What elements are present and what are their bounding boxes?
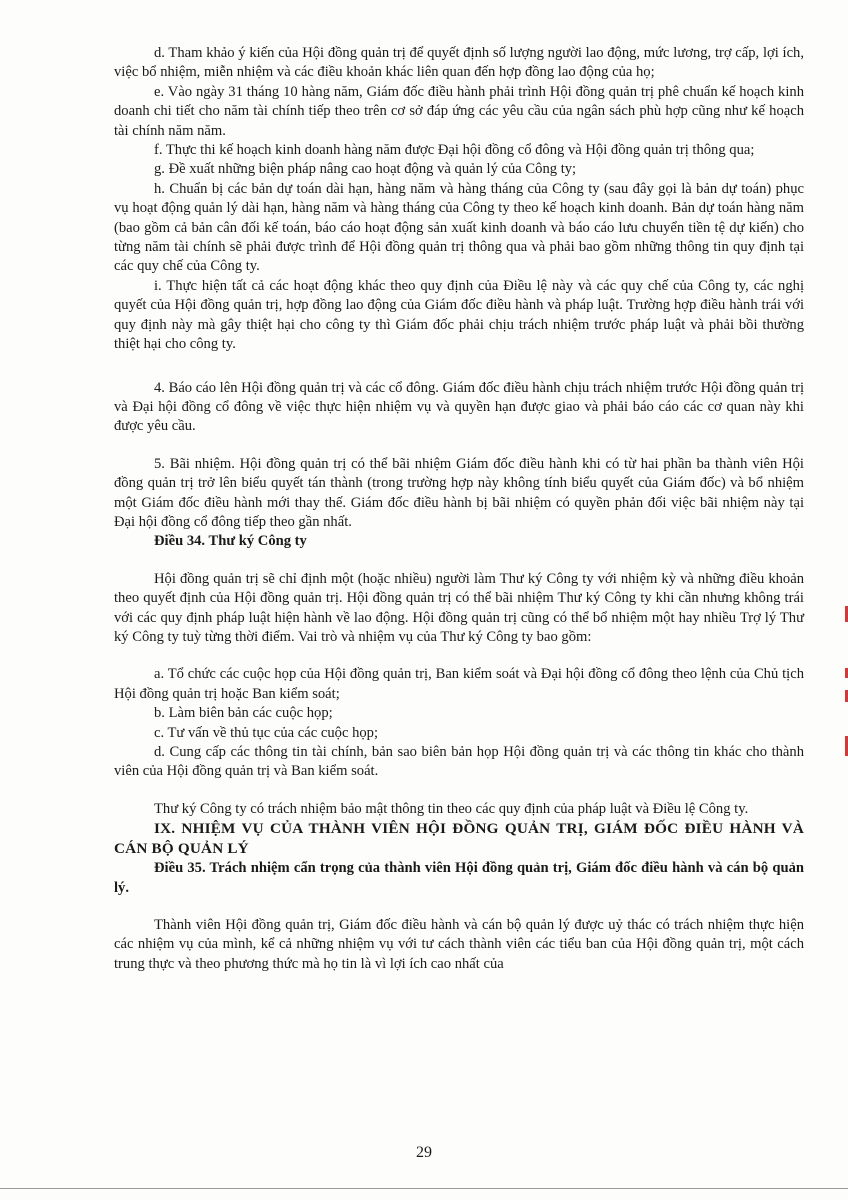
item-d: d. Tham khảo ý kiến của Hội đồng quản trị để quyết định số lượng người lao động, mức lương, trợ cấp, lợi ích, việc bổ nhiệm, miễn nhiệm và các điều khoản khác liên quan đến hợp đồng lao động của họ;	[114, 45, 804, 81]
article-34-item-a: a. Tổ chức các cuộc họp của Hội đồng quản trị, Ban kiểm soát và Đại hội đồng cổ đông theo lệnh của Chủ tịch Hội đồng quản trị hoặc Ban kiểm soát;	[114, 666, 804, 702]
item-g: g. Đề xuất những biện pháp nâng cao hoạt động và quản lý của Công ty;	[154, 161, 577, 178]
article-34-title: Điều 34. Thư ký Công ty	[154, 533, 307, 550]
article-34-intro: Hội đồng quản trị sẽ chỉ định một (hoặc nhiều) người làm Thư ký Công ty với nhiệm kỳ và những điều khoản theo quyết định của Hội đồng quản trị. Hội đồng quản trị có thể bãi nhiệm Thư ký Công ty khi cần nhưng không trái với các quy định pháp luật hiện hành về lao động. Hội đồng quản trị cũng có thể bổ nhiệm một hay nhiều Trợ lý Thư ký Công ty tuỳ từng thời điểm. Vai trò và nhiệm vụ của Thư ký Công ty bao gồm:	[114, 570, 804, 645]
page-number: 29	[416, 1144, 432, 1161]
section-ix-heading: IX. NHIỆM VỤ CỦA THÀNH VIÊN HỘI ĐỒNG QUẢN TRỊ, GIÁM ĐỐC ĐIỀU HÀNH VÀ CÁN BỘ QUẢN LÝ	[114, 820, 804, 858]
clause-4-report: 4. Báo cáo lên Hội đồng quản trị và các cổ đông. Giám đốc điều hành chịu trách nhiệm trước Hội đồng quản trị và Đại hội đồng cổ đông về việc thực hiện nhiệm vụ và quyền hạn được giao và phải báo cáo các cơ quan này khi được yêu cầu.	[114, 379, 804, 435]
document-body	[114, 44, 804, 974]
article-35-title: Điều 35. Trách nhiệm cẩn trọng của thành viên Hội đồng quản trị, Giám đốc điều hành và cán bộ quản lý.	[114, 860, 804, 896]
article-34-item-d: d. Cung cấp các thông tin tài chính, bản sao biên bản họp Hội đồng quản trị và các thông tin khác cho thành viên của Hội đồng quản trị và Ban kiểm soát.	[114, 744, 804, 780]
article-35-body: Thành viên Hội đồng quản trị, Giám đốc điều hành và cán bộ quản lý được uỷ thác có trách nhiệm thực hiện các nhiệm vụ của mình, kể cả những nhiệm vụ với tư cách thành viên các tiểu ban của Hội đồng quản trị, một cách trung thực và theo phương thức mà họ tin là vì lợi ích cao nhất của	[114, 917, 804, 972]
item-i: i. Thực hiện tất cả các hoạt động khác theo quy định của Điều lệ này và các quy chế của Công ty, các nghị quyết của Hội đồng quản trị, hợp đồng lao động của Giám đốc điều hành và pháp luật. Trường hợp điều hành trái với quy định này mà gây thiệt hại cho công ty thì Giám đốc phải chịu trách nhiệm trước pháp luật và phải bồi thường thiệt hại cho công ty.	[114, 277, 804, 353]
article-34-confidentiality: Thư ký Công ty có trách nhiệm bảo mật thông tin theo các quy định của pháp luật và Điều lệ Công ty.	[154, 800, 749, 817]
article-34-item-b: b. Làm biên bản các cuộc họp;	[154, 705, 333, 722]
item-h: h. Chuẩn bị các bản dự toán dài hạn, hàng năm và hàng tháng của Công ty (sau đây gọi là bản dự toán) phục vụ hoạt động quản lý dài hạn, hàng năm và hàng tháng của Công ty theo kế hoạch kinh doanh. Bản dự toán hàng năm (bao gồm cả bản cân đối kế toán, báo cáo hoạt động sản xuất kinh doanh và báo cáo lưu chuyển tiền tệ dự kiến) cho từng năm tài chính sẽ phải được trình để Hội đồng quản trị thông qua và phải bao gồm những thông tin quy định tại các quy chế của Công ty.	[114, 180, 804, 275]
item-e: e. Vào ngày 31 tháng 10 hàng năm, Giám đốc điều hành phải trình Hội đồng quản trị phê chuẩn kế hoạch kinh doanh chi tiết cho năm tài chính tiếp theo trên cơ sở đáp ứng các yêu cầu của ngân sách phù hợp cũng như kế hoạch tài chính năm năm.	[114, 83, 804, 139]
article-34-item-c: c. Tư vấn về thủ tục của các cuộc họp;	[154, 724, 379, 741]
item-f: f. Thực thi kế hoạch kinh doanh hàng năm được Đại hội đồng cổ đông và Hội đồng quản trị thông qua;	[154, 142, 755, 159]
footer-rule	[0, 1188, 848, 1189]
clause-5-dismissal: 5. Bãi nhiệm. Hội đồng quản trị có thể bãi nhiệm Giám đốc điều hành khi có từ hai phần ba thành viên Hội đồng quản trị trở lên biểu quyết tán thành (trong trường hợp này không tính biểu quyết của Giám đốc) và bổ nhiệm một Giám đốc điều hành mới thay thế. Giám đốc điều hành bị bãi nhiệm có quyền phản đối việc bãi nhiệm này tại Đại hội đồng cổ đông tiếp theo gần nhất.	[114, 455, 804, 530]
